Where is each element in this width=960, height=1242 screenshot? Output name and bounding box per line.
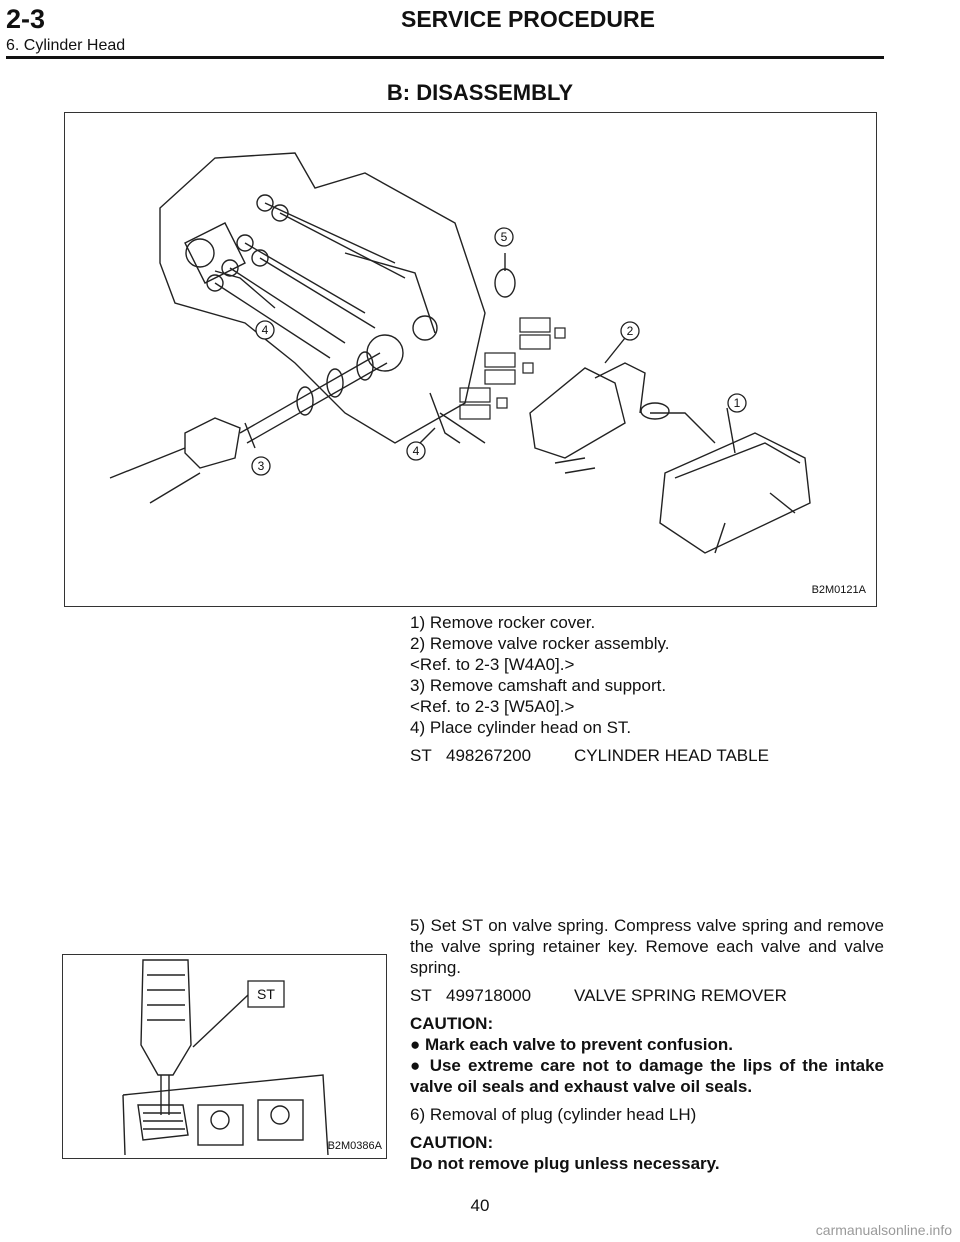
subsection-title: 6. Cylinder Head <box>6 37 126 54</box>
figure-code: B2M0121A <box>811 584 866 596</box>
step-line: 4) Place cylinder head on ST. <box>410 718 632 737</box>
figure-code: B2M0386A <box>327 1140 382 1152</box>
section-number: 2-3 <box>6 4 46 34</box>
step-line: 2) Remove valve rocker assembly. <box>410 634 670 653</box>
caution-item: ● Use extreme care not to damage the lips of the intake valve oil seals and exhaust valve oil seals. <box>410 1056 884 1096</box>
valve-spring-remover-figure <box>62 954 387 1159</box>
section-title: SERVICE PROCEDURE <box>401 6 655 32</box>
special-tool-row <box>410 745 880 766</box>
callout-5: 5 <box>500 230 508 244</box>
steps-section-top <box>410 612 880 766</box>
caution-label: CAUTION: <box>410 1133 494 1152</box>
exploded-view-figure <box>64 112 877 607</box>
tool-number: 498267200 <box>446 746 532 765</box>
caution-label: CAUTION: <box>410 1014 494 1033</box>
step-6: 6) Removal of plug (cylinder head LH) <box>410 1105 697 1124</box>
step-reference: <Ref. to 2-3 [W5A0].> <box>410 697 575 716</box>
callout-1: 1 <box>733 396 741 410</box>
callout-4-lower: 4 <box>412 444 420 458</box>
cylinder-head-exploded-drawing <box>65 113 876 606</box>
tool-code: ST <box>410 986 432 1005</box>
step-reference: <Ref. to 2-3 [W4A0].> <box>410 655 575 674</box>
page-header <box>6 4 876 54</box>
valve-spring-remover-drawing <box>63 955 386 1158</box>
caution-item: ● Mark each valve to prevent confusion. <box>410 1035 733 1054</box>
special-tool-row <box>410 985 884 1006</box>
page-title: B: DISASSEMBLY <box>386 80 574 105</box>
steps-section-bottom <box>410 915 884 1174</box>
callout-4-upper: 4 <box>261 323 269 337</box>
step-5: 5) Set ST on valve spring. Compress valve spring and remove the valve spring retainer key. Remove each valve and valve spring. <box>410 916 884 977</box>
tool-code: ST <box>410 746 432 765</box>
step-line: 1) Remove rocker cover. <box>410 613 596 632</box>
tool-number: 499718000 <box>446 986 532 1005</box>
tool-name: CYLINDER HEAD TABLE <box>574 746 769 765</box>
callout-3: 3 <box>257 459 265 473</box>
callout-2: 2 <box>626 324 634 338</box>
tool-name: VALVE SPRING REMOVER <box>574 986 787 1005</box>
caution-text: Do not remove plug unless necessary. <box>410 1154 720 1173</box>
step-line: 3) Remove camshaft and support. <box>410 676 667 695</box>
page-number: 40 <box>470 1196 490 1215</box>
st-callout-label: ST <box>257 986 275 1002</box>
header-divider <box>6 56 884 59</box>
watermark: carmanualsonline.info <box>815 1222 952 1238</box>
